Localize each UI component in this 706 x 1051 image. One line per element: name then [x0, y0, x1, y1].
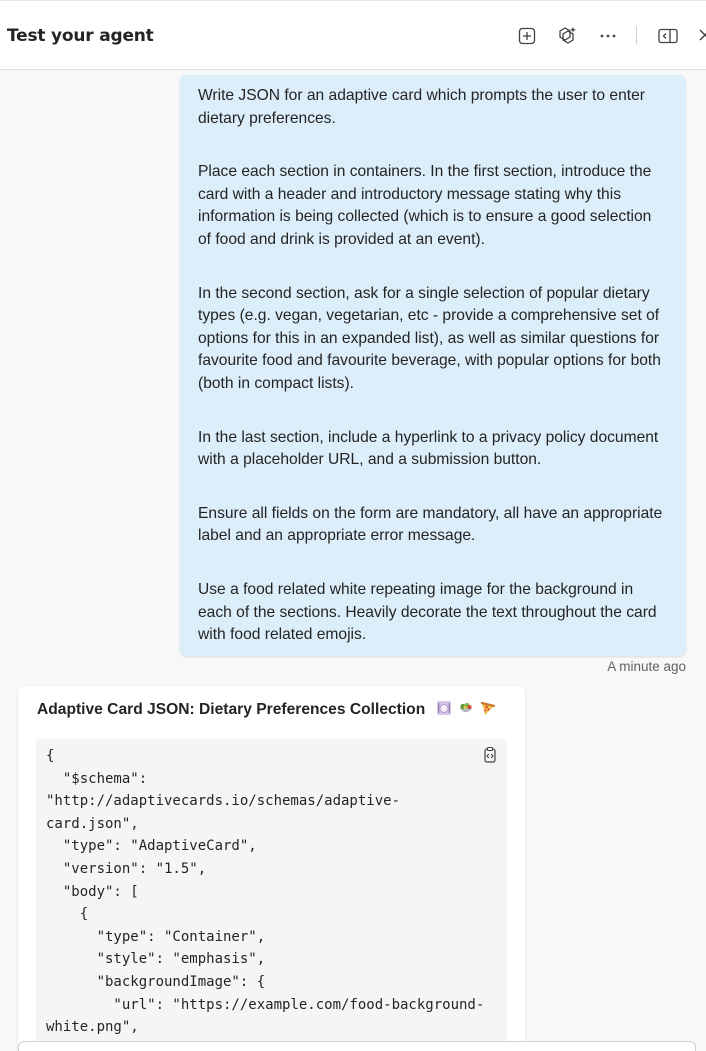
salad-icon	[458, 700, 474, 716]
bot-response-title: Adaptive Card JSON: Dietary Preferences Collection	[37, 701, 426, 718]
panel-header	[0, 0, 706, 70]
copilot-sparkle-icon[interactable]	[556, 25, 578, 47]
close-icon[interactable]	[696, 25, 706, 47]
code-block	[36, 739, 507, 1051]
message-input-box[interactable]	[18, 1041, 696, 1051]
title-emojis	[436, 700, 496, 716]
bot-response-card	[18, 686, 525, 1051]
plate-icon	[436, 700, 452, 716]
bot-response-title-row	[37, 700, 496, 719]
pizza-icon	[480, 700, 496, 716]
user-message-paragraph: Write JSON for an adaptive card which prompts the user to enter dietary preferences.	[198, 87, 645, 127]
user-message-paragraph: In the last section, include a hyperlink to a privacy policy document with a placeholder URL, and a submission button.	[198, 428, 659, 469]
user-message-paragraph: Place each section in containers. In the first section, introduce the card with a header and introductory message stating why this information is being collected (which is to ensure a good selection of food and drink is provided at an event).	[198, 163, 652, 248]
more-options-icon[interactable]	[597, 25, 619, 47]
side-panel-icon[interactable]	[657, 25, 679, 47]
json-code: { "$schema": "http://adaptivecards.io/schemas/adaptive- card.json", "type": "AdaptiveCard", "version": "1.5", "body": [ { "type": "Container", "style": "emphasis", "backgroundImage": { "url": "https://example.com/food-background- white.png",	[46, 748, 485, 1036]
user-message-paragraph: Ensure all fields on the form are mandatory, all have an appropriate label and an appropriate error message.	[198, 504, 663, 545]
user-message-bubble	[180, 75, 686, 656]
header-divider	[636, 26, 637, 44]
user-message-paragraph: In the second section, ask for a single selection of popular dietary types (e.g. vegan, vegetarian, etc - provide a comprehensive set of options for this in an expanded list), as well as similar questions for favourite food and favourite beverage, with popular options for both (both in compact lists).	[198, 284, 661, 392]
copy-code-icon[interactable]	[481, 746, 499, 764]
message-timestamp: A minute ago	[607, 659, 686, 674]
new-chat-icon[interactable]	[516, 25, 538, 47]
user-message-paragraph: Use a food related white repeating image for the background in each of the sections. Heavily decorate the text throughout the card with food related emojis.	[198, 580, 657, 644]
panel-title: Test your agent	[7, 26, 154, 46]
